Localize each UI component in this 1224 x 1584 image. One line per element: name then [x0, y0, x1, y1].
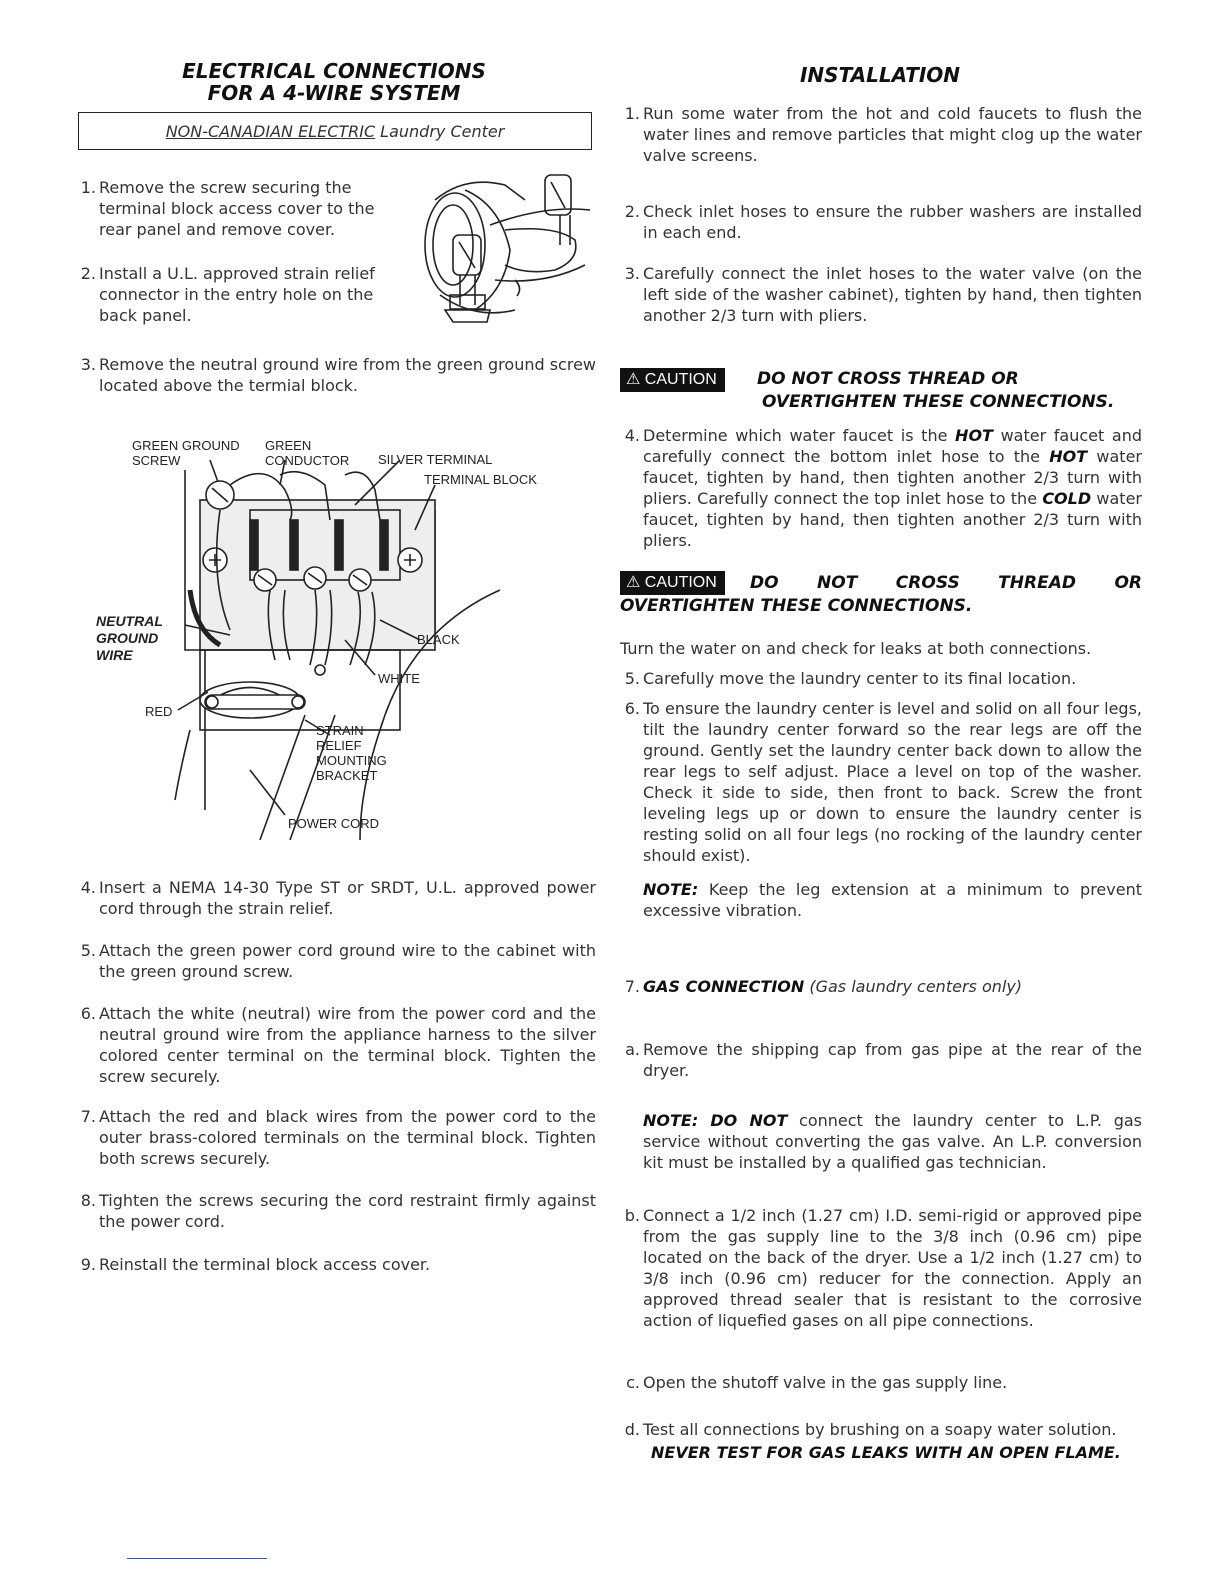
- step-text: Check inlet hoses to ensure the rubber washers are installed in each end.: [643, 202, 1142, 242]
- label-white: WHITE: [378, 671, 420, 686]
- text-run: water faucet and carefully connect the bottom inlet hose to the: [643, 426, 1142, 466]
- step-number: 6.: [80, 1004, 96, 1023]
- label-line: WIRE: [96, 647, 133, 663]
- step-letter: a.: [625, 1040, 640, 1059]
- note-text: connect the laundry center to L.P. gas service without converting the gas valve. An L.P. conversion kit must be installed by a qualified gas technician.: [643, 1111, 1142, 1172]
- section-title-installation: INSTALLATION: [799, 63, 961, 87]
- step-number: 1.: [80, 178, 96, 197]
- step-number: 9.: [80, 1255, 96, 1274]
- cold-emphasis: COLD: [1042, 489, 1092, 508]
- step-number: 5.: [624, 669, 640, 688]
- label-line: NEUTRAL: [96, 613, 163, 629]
- step-text: Reinstall the terminal block access cover.: [99, 1255, 431, 1274]
- caution-label-box: [620, 368, 725, 392]
- caution-2-line2: OVERTIGHTEN THESE CONNECTIONS.: [620, 596, 973, 616]
- label-black: BLACK: [417, 632, 460, 647]
- leak-check-text: Turn the water on and check for leaks at both connections.: [620, 639, 1092, 658]
- step-text: Run some water from the hot and cold faucets to flush the water lines and remove particles that might clog up the water valve screens.: [643, 104, 1142, 165]
- label-line: SCREW: [132, 453, 181, 468]
- step-number: 3.: [80, 355, 96, 374]
- step-text: Carefully move the laundry center to its final location.: [643, 669, 1077, 688]
- step-number: 2.: [624, 202, 640, 221]
- note-lp-gas: [643, 1110, 1142, 1173]
- label-red: RED: [145, 704, 173, 719]
- step-text: Install a U.L. approved strain relief connector in the entry hole on the back panel.: [99, 264, 375, 325]
- step-number: 7.: [80, 1107, 96, 1126]
- laundry-center-type-box: [78, 112, 592, 150]
- gas-connection-title: GAS CONNECTION: [643, 977, 805, 996]
- text-run: water faucet, tighten by hand, then tighten another 2/3 turn with pliers.: [643, 489, 1142, 550]
- note-text: Keep the leg extension at a minimum to prevent excessive vibration.: [643, 880, 1142, 920]
- gas-warning-open-flame: NEVER TEST FOR GAS LEAKS WITH AN OPEN FLAME.: [651, 1443, 1121, 1462]
- caution-badge-1: [620, 368, 725, 392]
- step-text: Test all connections by brushing on a soapy water solution.: [643, 1420, 1117, 1439]
- label-line: MOUNTING: [316, 753, 387, 768]
- step-number: 4.: [80, 878, 96, 897]
- step-text: [643, 976, 1142, 997]
- label-green-ground-screw: [132, 438, 240, 468]
- left-column: [72, 60, 596, 150]
- label-line: RELIEF: [316, 738, 362, 753]
- label-green-conductor: [265, 438, 349, 468]
- terminal-block-diagram: [90, 430, 570, 840]
- step-text: [643, 425, 1142, 551]
- step-number: 6.: [624, 699, 640, 718]
- step-letter: c.: [626, 1373, 640, 1392]
- step-number: 7.: [624, 977, 640, 996]
- caution-label-box: [620, 571, 725, 595]
- step-number: 3.: [624, 264, 640, 283]
- step-text: Remove the neutral ground wire from the green ground screw located above the termial block.: [99, 355, 596, 395]
- step-text: Remove the shipping cap from gas pipe at the rear of the dryer.: [643, 1040, 1142, 1080]
- step-text: Remove the screw securing the terminal block access cover to the rear panel and remove cover.: [99, 178, 375, 239]
- step-number: 8.: [80, 1191, 96, 1210]
- caution-2-line1: DO NOT CROSS THREAD OR: [750, 573, 1142, 593]
- label-strain-relief-bracket: [316, 723, 387, 783]
- gas-connection-subtitle: (Gas laundry centers only): [804, 977, 1023, 996]
- step-number: 5.: [80, 941, 96, 960]
- hot-emphasis: HOT: [955, 426, 993, 445]
- step-number: 4.: [624, 426, 640, 445]
- box-underlined-text: NON-CANADIAN ELECTRIC: [165, 121, 376, 141]
- footer-rule: [127, 1558, 267, 1559]
- step-number: 1.: [624, 104, 640, 123]
- text-run: Determine which water faucet is the: [643, 426, 956, 445]
- warning-triangle-icon: ⚠: [626, 574, 641, 591]
- label-line: GROUND: [96, 630, 159, 646]
- section-title-electrical: ELECTRICAL CONNECTIONS: [182, 59, 486, 83]
- warning-triangle-icon: ⚠: [626, 371, 641, 388]
- label-line: GREEN GROUND: [132, 438, 240, 453]
- step-text: Attach the green power cord ground wire to the cabinet with the green ground screw.: [99, 941, 596, 981]
- caution-label: CAUTION: [644, 574, 717, 591]
- step-text: Attach the white (neutral) wire from the power cord and the neutral ground wire from the appliance harness to the silver colored center terminal on the terminal block. Tighten the screw securely.: [99, 1004, 596, 1086]
- note-leg-extension: [643, 879, 1142, 921]
- step-text: Insert a NEMA 14-30 Type ST or SRDT, U.L. approved power cord through the strain relief.: [99, 878, 596, 918]
- text-run: water faucet, tighten by hand, then tighten another 2/3 turn with pliers. Carefully connect the top inlet hose to the: [643, 447, 1143, 508]
- step-text: Open the shutoff valve in the gas supply line.: [643, 1373, 1008, 1392]
- label-line: GREEN: [265, 438, 312, 453]
- strain-relief-connector-illustration: [405, 170, 600, 330]
- caution-badge-2: [620, 571, 725, 595]
- caution-1-line2: OVERTIGHTEN THESE CONNECTIONS.: [762, 392, 1115, 412]
- step-text: To ensure the laundry center is level and solid on all four legs, tilt the laundry center forward so the rear legs are off the ground. Gently set the laundry center back down to allow the rear legs to self adjust. Place a level on top of the washer. Check it side to side, then front to back. Screw the front leveling legs up or down to ensure the laundry center is resting solid on all four legs (no rocking of the laundry center should exist).: [643, 699, 1142, 865]
- label-terminal-block: TERMINAL BLOCK: [424, 472, 537, 487]
- hot-emphasis: HOT: [1049, 447, 1088, 466]
- step-letter: d.: [624, 1420, 640, 1439]
- note-label: NOTE: DO NOT: [643, 1111, 788, 1130]
- caution-1-line1: DO NOT CROSS THREAD OR: [757, 369, 1019, 389]
- step-text: Tighten the screws securing the cord restraint firmly against the power cord.: [99, 1191, 596, 1231]
- label-line: BRACKET: [316, 768, 378, 783]
- label-silver-terminal: SILVER TERMINAL: [378, 452, 493, 467]
- note-label: NOTE:: [643, 880, 699, 899]
- box-rest-text: Laundry Center: [380, 121, 505, 141]
- step-text: Attach the red and black wires from the power cord to the outer brass-colored terminals on the terminal block. Tighten both screws securely.: [99, 1107, 596, 1168]
- step-letter: b.: [624, 1206, 640, 1225]
- label-power-cord: POWER CORD: [288, 816, 379, 831]
- caution-label: CAUTION: [644, 371, 717, 388]
- section-title-electrical-line2: FOR A 4-WIRE SYSTEM: [207, 81, 461, 105]
- step-text: Carefully connect the inlet hoses to the water valve (on the left side of the washer cabinet), tighten by hand, then tighten another 2/3 turn with pliers.: [643, 264, 1142, 325]
- step-number: 2.: [80, 264, 96, 283]
- label-line: STRAIN: [316, 723, 364, 738]
- label-line: CONDUCTOR: [265, 453, 350, 468]
- step-text: Connect a 1/2 inch (1.27 cm) I.D. semi-rigid or approved pipe from the gas supply line to the 3/8 inch (0.96 cm) pipe located on the back of the dryer. Use a 1/2 inch (1.27 cm) to 3/8 inch (0.96 cm) reducer for the connection. Apply an approved thread sealer that is resistant to the corrosive action of liquefied gases on all pipe connections.: [643, 1206, 1142, 1330]
- label-neutral-ground-wire: [96, 613, 163, 664]
